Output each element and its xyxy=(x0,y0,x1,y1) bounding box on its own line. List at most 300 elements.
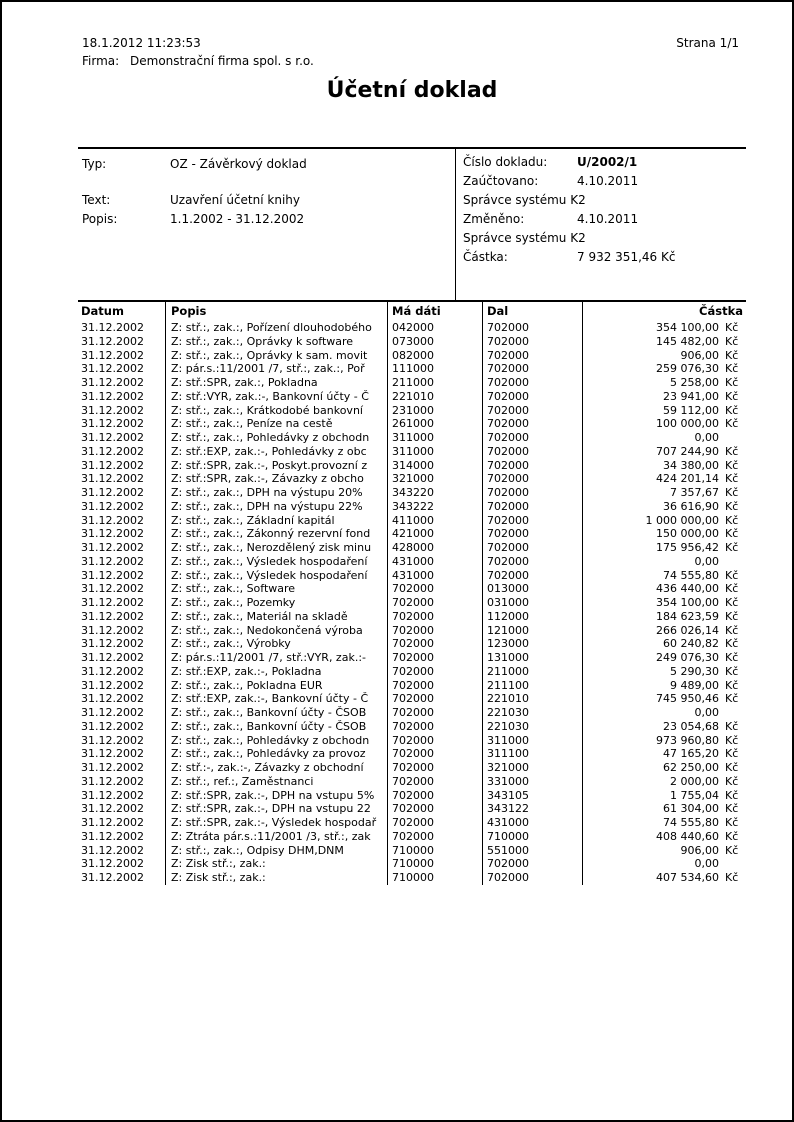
table-row xyxy=(78,857,746,871)
currency-label: Kč xyxy=(725,568,739,582)
cell-dal: 702000 xyxy=(482,417,582,431)
text-value: Uzavření účetní knihy xyxy=(170,193,300,207)
cell-castka xyxy=(582,431,746,445)
cell-popis: Z: stř.:, zak.:, Nerozdělený zisk minu xyxy=(165,541,387,555)
cislo-dokladu-label: Číslo dokladu: xyxy=(463,155,548,169)
table-row xyxy=(78,624,746,638)
table-row xyxy=(78,734,746,748)
cell-dal: 013000 xyxy=(482,582,582,596)
table-row xyxy=(78,404,746,418)
cell-ma-dati: 702000 xyxy=(387,637,482,651)
amount-value: 5 290,30 xyxy=(670,664,719,678)
cell-popis: Z: stř.:, zak.:, Oprávky k sam. movit xyxy=(165,349,387,363)
cell-datum: 31.12.2002 xyxy=(81,527,144,541)
currency-label xyxy=(719,431,746,445)
cell-castka xyxy=(582,706,746,720)
cell-dal: 031000 xyxy=(482,596,582,610)
currency-label: Kč xyxy=(725,472,739,486)
header-datum: Datum xyxy=(81,304,124,318)
cell-ma-dati: 042000 xyxy=(387,321,482,335)
amount-value: 61 304,00 xyxy=(663,802,719,816)
cell-datum: 31.12.2002 xyxy=(81,403,144,417)
cell-dal: 702000 xyxy=(482,527,582,541)
cell-popis: Z: stř.:, zak.:, Materiál na skladě xyxy=(165,610,387,624)
table-row xyxy=(78,747,746,761)
cell-dal: 121000 xyxy=(482,624,582,638)
cell-popis: Z: Zisk stř.:, zak.: xyxy=(165,857,387,871)
table-row xyxy=(78,637,746,651)
table-row xyxy=(78,802,746,816)
cell-dal: 131000 xyxy=(482,651,582,665)
table-row xyxy=(78,761,746,775)
cell-datum: 31.12.2002 xyxy=(81,871,144,884)
currency-label: Kč xyxy=(725,623,739,637)
currency-label: Kč xyxy=(725,513,739,527)
cell-datum: 31.12.2002 xyxy=(81,362,144,376)
cell-popis: Z: stř.:, zak.:, Pohledávky z obchodn xyxy=(165,734,387,748)
table-row xyxy=(78,459,746,473)
currency-label: Kč xyxy=(725,417,739,431)
cell-datum: 31.12.2002 xyxy=(81,541,144,554)
amount-value: 175 956,42 xyxy=(656,541,719,554)
cell-popis: Z: stř.:, zak.:, Nedokončená výroba xyxy=(165,624,387,638)
currency-label: Kč xyxy=(725,596,739,609)
cell-castka xyxy=(582,472,746,486)
cell-datum: 31.12.2002 xyxy=(81,554,144,568)
cell-castka xyxy=(582,459,746,473)
cell-ma-dati: 702000 xyxy=(387,789,482,803)
table-row xyxy=(78,679,746,693)
cell-castka xyxy=(582,624,746,638)
currency-label: Kč xyxy=(725,541,739,554)
typ-label: Typ: xyxy=(82,157,107,171)
cell-datum: 31.12.2002 xyxy=(81,802,144,816)
currency-label: Kč xyxy=(725,733,739,747)
amount-value: 424 201,14 xyxy=(656,472,719,486)
cell-dal: 702000 xyxy=(482,541,582,555)
page-number: Strana 1/1 xyxy=(676,36,739,50)
cell-ma-dati: 082000 xyxy=(387,349,482,363)
cell-dal: 311100 xyxy=(482,747,582,761)
currency-label: Kč xyxy=(725,334,739,348)
cell-ma-dati: 314000 xyxy=(387,459,482,473)
cell-dal: 702000 xyxy=(482,500,582,514)
cell-dal: 112000 xyxy=(482,610,582,624)
currency-label: Kč xyxy=(725,664,739,678)
cell-datum: 31.12.2002 xyxy=(81,761,144,774)
cell-popis: Z: pár.s.:11/2001 /7, stř.:, zak.:, Poř xyxy=(165,362,387,376)
cell-dal: 702000 xyxy=(482,569,582,583)
table-row xyxy=(78,651,746,665)
zauctovano-label: Zaúčtovano: xyxy=(463,174,539,188)
cell-popis: Z: stř.:, zak.:, Základní kapitál xyxy=(165,514,387,528)
cell-datum: 31.12.2002 xyxy=(81,321,144,334)
cell-castka xyxy=(582,417,746,431)
cell-datum: 31.12.2002 xyxy=(81,664,144,678)
cell-popis: Z: stř.:, zak.:, Zákonný rezervní fond xyxy=(165,527,387,541)
cell-ma-dati: 702000 xyxy=(387,706,482,720)
amount-value: 2 000,00 xyxy=(670,774,719,788)
amount-value: 906,00 xyxy=(680,843,719,857)
cell-ma-dati: 702000 xyxy=(387,720,482,734)
cell-datum: 31.12.2002 xyxy=(81,417,144,431)
cell-castka xyxy=(582,541,746,555)
table-row xyxy=(78,376,746,390)
cell-popis: Z: Zisk stř.:, zak.: xyxy=(165,871,387,885)
cell-dal: 211100 xyxy=(482,679,582,693)
cell-dal: 702000 xyxy=(482,514,582,528)
currency-label: Kč xyxy=(725,362,739,376)
cell-datum: 31.12.2002 xyxy=(81,706,144,719)
amount-value: 0,00 xyxy=(694,554,719,568)
cell-castka xyxy=(582,555,746,569)
cell-popis: Z: stř.:SPR, zak.:-, DPH na vstupu 22 xyxy=(165,802,387,816)
amount-value: 249 076,30 xyxy=(656,651,719,664)
cell-popis: Z: stř.:, zak.:, Pokladna EUR xyxy=(165,679,387,693)
header-dal: Dal xyxy=(482,302,582,321)
cell-castka xyxy=(582,610,746,624)
amount-value: 707 244,90 xyxy=(656,444,719,458)
cell-castka xyxy=(582,500,746,514)
cell-popis: Z: stř.:, zak.:, Výsledek hospodaření xyxy=(165,555,387,569)
cell-dal: 702000 xyxy=(482,349,582,363)
cell-dal: 702000 xyxy=(482,486,582,500)
zmeneno-label: Změněno: xyxy=(463,212,525,226)
header-castka: Částka xyxy=(582,302,746,321)
cell-popis: Z: stř.:, zak.:, Oprávky k software xyxy=(165,335,387,349)
cell-popis: Z: stř.:, zak.:, Pořízení dlouhodobého xyxy=(165,321,387,335)
cell-dal: 702000 xyxy=(482,335,582,349)
cell-dal: 702000 xyxy=(482,390,582,404)
currency-label xyxy=(719,555,746,569)
currency-label: Kč xyxy=(725,444,739,458)
text-label: Text: xyxy=(82,193,111,207)
currency-label: Kč xyxy=(725,486,739,499)
cell-dal: 702000 xyxy=(482,321,582,335)
popis-line xyxy=(82,212,304,226)
cell-castka xyxy=(582,569,746,583)
amount-value: 23 054,68 xyxy=(663,719,719,733)
cell-ma-dati: 702000 xyxy=(387,775,482,789)
table-row xyxy=(78,472,746,486)
cell-datum: 31.12.2002 xyxy=(81,651,144,664)
currency-label: Kč xyxy=(725,829,739,843)
cell-datum: 31.12.2002 xyxy=(81,733,144,747)
cell-dal: 431000 xyxy=(482,816,582,830)
cell-ma-dati: 261000 xyxy=(387,417,482,431)
cell-castka xyxy=(582,857,746,871)
cell-popis: Z: pár.s.:11/2001 /7, stř.:VYR, zak.:- xyxy=(165,651,387,665)
cell-castka xyxy=(582,445,746,459)
cell-ma-dati: 343220 xyxy=(387,486,482,500)
cell-ma-dati: 702000 xyxy=(387,816,482,830)
cell-ma-dati: 702000 xyxy=(387,734,482,748)
currency-label: Kč xyxy=(725,843,739,857)
amount-value: 1 755,04 xyxy=(670,788,719,802)
currency-label: Kč xyxy=(725,788,739,802)
cell-ma-dati: 702000 xyxy=(387,679,482,693)
ledger-header-row xyxy=(78,302,746,321)
table-row xyxy=(78,527,746,541)
castka-value: 7 932 351,46 Kč xyxy=(577,250,676,264)
cell-datum: 31.12.2002 xyxy=(81,458,144,472)
cell-datum: 31.12.2002 xyxy=(81,857,144,871)
cell-ma-dati: 702000 xyxy=(387,692,482,706)
zmeneno-user: Správce systému K2 xyxy=(463,231,586,245)
cell-ma-dati: 710000 xyxy=(387,871,482,885)
cell-datum: 31.12.2002 xyxy=(81,348,144,362)
popis-value: 1.1.2002 - 31.12.2002 xyxy=(170,212,305,226)
cell-popis: Z: stř.:SPR, zak.:-, DPH na vstupu 5% xyxy=(165,789,387,803)
cell-ma-dati: 411000 xyxy=(387,514,482,528)
cell-datum: 31.12.2002 xyxy=(81,843,144,857)
cell-dal: 221030 xyxy=(482,720,582,734)
amount-value: 407 534,60 xyxy=(656,871,719,884)
amount-value: 259 076,30 xyxy=(656,362,719,376)
zmeneno-value: 4.10.2011 xyxy=(577,212,639,226)
table-row xyxy=(78,514,746,528)
amount-value: 74 555,80 xyxy=(663,816,719,829)
cell-castka xyxy=(582,720,746,734)
table-row xyxy=(78,816,746,830)
cell-popis: Z: stř.:-, zak.:-, Závazky z obchodní xyxy=(165,761,387,775)
cell-castka xyxy=(582,514,746,528)
zauctovano-value: 4.10.2011 xyxy=(577,174,639,188)
cell-dal: 710000 xyxy=(482,830,582,844)
currency-label: Kč xyxy=(725,871,739,884)
cell-castka xyxy=(582,679,746,693)
amount-value: 745 950,46 xyxy=(656,692,719,706)
table-row xyxy=(78,720,746,734)
cell-ma-dati: 702000 xyxy=(387,747,482,761)
cell-ma-dati: 343222 xyxy=(387,500,482,514)
amount-value: 23 941,00 xyxy=(663,389,719,403)
table-row xyxy=(78,417,746,431)
cell-ma-dati: 431000 xyxy=(387,569,482,583)
cell-popis: Z: stř.:SPR, zak.:-, Výsledek hospodař xyxy=(165,816,387,830)
cell-popis: Z: stř.:SPR, zak.:-, Závazky z obcho xyxy=(165,472,387,486)
zauctovano-user: Správce systému K2 xyxy=(463,193,586,207)
amount-value: 5 258,00 xyxy=(670,376,719,389)
cell-popis: Z: stř.:, ref.:, Zaměstnanci xyxy=(165,775,387,789)
currency-label: Kč xyxy=(725,692,739,706)
table-row xyxy=(78,706,746,720)
amount-value: 973 960,80 xyxy=(656,733,719,747)
cell-castka xyxy=(582,390,746,404)
table-row xyxy=(78,541,746,555)
cell-dal: 221010 xyxy=(482,692,582,706)
cell-castka xyxy=(582,404,746,418)
currency-label: Kč xyxy=(725,678,739,692)
table-row xyxy=(78,582,746,596)
cell-popis: Z: stř.:SPR, zak.:-, Poskyt.provozní z xyxy=(165,459,387,473)
cell-castka xyxy=(582,376,746,390)
cell-dal: 211000 xyxy=(482,665,582,679)
currency-label: Kč xyxy=(725,389,739,403)
amount-value: 0,00 xyxy=(694,431,719,444)
table-row xyxy=(78,569,746,583)
currency-label xyxy=(719,857,746,871)
header-popis: Popis xyxy=(165,302,387,321)
cell-ma-dati: 702000 xyxy=(387,596,482,610)
cell-dal: 702000 xyxy=(482,431,582,445)
cell-datum: 31.12.2002 xyxy=(81,389,144,403)
ledger-rows xyxy=(78,321,746,885)
cell-popis: Z: stř.:, zak.:, Pohledávky z obchodn xyxy=(165,431,387,445)
cell-dal: 221030 xyxy=(482,706,582,720)
typ-value: OZ - Závěrkový doklad xyxy=(170,157,307,171)
cell-dal: 702000 xyxy=(482,376,582,390)
cell-castka xyxy=(582,816,746,830)
amount-value: 7 357,67 xyxy=(670,486,719,499)
cell-dal: 702000 xyxy=(482,404,582,418)
currency-label: Kč xyxy=(725,637,739,651)
cell-ma-dati: 311000 xyxy=(387,445,482,459)
cell-ma-dati: 702000 xyxy=(387,830,482,844)
cell-datum: 31.12.2002 xyxy=(81,719,144,733)
cell-castka xyxy=(582,349,746,363)
cell-castka xyxy=(582,527,746,541)
cell-dal: 702000 xyxy=(482,445,582,459)
cell-castka xyxy=(582,665,746,679)
currency-label: Kč xyxy=(725,403,739,417)
cell-ma-dati: 421000 xyxy=(387,527,482,541)
cislo-dokladu-line xyxy=(463,155,637,169)
cell-datum: 31.12.2002 xyxy=(81,513,144,527)
cell-castka xyxy=(582,775,746,789)
cell-ma-dati: 431000 xyxy=(387,555,482,569)
amount-value: 436 440,00 xyxy=(656,582,719,596)
cell-dal: 702000 xyxy=(482,857,582,871)
cell-datum: 31.12.2002 xyxy=(81,568,144,582)
currency-label: Kč xyxy=(725,499,739,513)
cell-ma-dati: 702000 xyxy=(387,802,482,816)
cell-popis: Z: stř.:, zak.:, Pozemky xyxy=(165,596,387,610)
text-line xyxy=(82,193,300,207)
cell-popis: Z: stř.:, zak.:, Bankovní účty - ČSOB xyxy=(165,720,387,734)
cell-castka xyxy=(582,651,746,665)
cell-castka xyxy=(582,486,746,500)
table-row xyxy=(78,830,746,844)
info-right-pane xyxy=(455,149,676,300)
cell-datum: 31.12.2002 xyxy=(81,788,144,802)
currency-label: Kč xyxy=(725,609,739,623)
cell-dal: 321000 xyxy=(482,761,582,775)
cell-popis: Z: stř.:EXP, zak.:-, Pohledávky z obc xyxy=(165,445,387,459)
cell-ma-dati: 702000 xyxy=(387,761,482,775)
amount-value: 0,00 xyxy=(694,857,719,871)
currency-label: Kč xyxy=(725,321,739,334)
table-row xyxy=(78,500,746,514)
amount-value: 184 623,59 xyxy=(656,609,719,623)
amount-value: 47 165,20 xyxy=(663,747,719,761)
castka-label: Částka: xyxy=(463,250,508,264)
cell-datum: 31.12.2002 xyxy=(81,582,144,596)
cell-ma-dati: 311000 xyxy=(387,431,482,445)
table-row xyxy=(78,596,746,610)
amount-value: 36 616,90 xyxy=(663,499,719,513)
header-ma-dati: Má dáti xyxy=(387,302,482,321)
cell-popis: Z: stř.:SPR, zak.:, Pokladna xyxy=(165,376,387,390)
cell-datum: 31.12.2002 xyxy=(81,609,144,623)
currency-label: Kč xyxy=(725,458,739,472)
cell-dal: 331000 xyxy=(482,775,582,789)
currency-label: Kč xyxy=(725,719,739,733)
amount-value: 408 440,60 xyxy=(656,829,719,843)
amount-value: 1 000 000,00 xyxy=(645,513,719,527)
cell-dal: 343105 xyxy=(482,789,582,803)
cell-datum: 31.12.2002 xyxy=(81,486,144,499)
cell-castka xyxy=(582,335,746,349)
cell-datum: 31.12.2002 xyxy=(81,472,144,486)
cell-popis: Z: stř.:EXP, zak.:-, Bankovní účty - Č xyxy=(165,692,387,706)
cell-datum: 31.12.2002 xyxy=(81,334,144,348)
table-row xyxy=(78,335,746,349)
cell-dal: 123000 xyxy=(482,637,582,651)
table-row xyxy=(78,665,746,679)
table-row xyxy=(78,610,746,624)
cell-ma-dati: 702000 xyxy=(387,665,482,679)
firm-label: Firma: xyxy=(82,54,120,68)
currency-label: Kč xyxy=(725,774,739,788)
currency-label: Kč xyxy=(725,582,739,596)
cell-castka xyxy=(582,596,746,610)
cell-castka xyxy=(582,789,746,803)
currency-label: Kč xyxy=(725,348,739,362)
cell-dal: 702000 xyxy=(482,871,582,885)
cell-popis: Z: stř.:EXP, zak.:-, Pokladna xyxy=(165,665,387,679)
table-row xyxy=(78,486,746,500)
cell-popis: Z: stř.:, zak.:, Bankovní účty - ČSOB xyxy=(165,706,387,720)
cell-ma-dati: 702000 xyxy=(387,651,482,665)
document-title: Účetní doklad xyxy=(326,78,498,103)
cell-ma-dati: 702000 xyxy=(387,624,482,638)
cell-ma-dati: 211000 xyxy=(387,376,482,390)
castka-line xyxy=(463,250,675,264)
table-row xyxy=(78,445,746,459)
cell-dal: 702000 xyxy=(482,459,582,473)
zauctovano-line xyxy=(463,174,638,188)
currency-label: Kč xyxy=(725,527,739,541)
cell-datum: 31.12.2002 xyxy=(81,774,144,788)
table-row xyxy=(78,321,746,335)
amount-value: 150 000,00 xyxy=(656,527,719,541)
cell-datum: 31.12.2002 xyxy=(81,829,144,843)
amount-value: 9 489,00 xyxy=(670,678,719,692)
amount-value: 74 555,80 xyxy=(663,568,719,582)
cell-datum: 31.12.2002 xyxy=(81,747,144,761)
ledger-table xyxy=(78,300,746,885)
cell-dal: 311000 xyxy=(482,734,582,748)
cell-dal: 343122 xyxy=(482,802,582,816)
cell-datum: 31.12.2002 xyxy=(81,637,144,651)
cell-ma-dati: 702000 xyxy=(387,582,482,596)
amount-value: 0,00 xyxy=(694,706,719,719)
cell-castka xyxy=(582,871,746,885)
cell-ma-dati: 428000 xyxy=(387,541,482,555)
cell-ma-dati: 321000 xyxy=(387,472,482,486)
table-row xyxy=(78,349,746,363)
cell-ma-dati: 231000 xyxy=(387,404,482,418)
cell-popis: Z: stř.:VYR, zak.:-, Bankovní účty - Č xyxy=(165,390,387,404)
currency-label: Kč xyxy=(725,376,739,389)
cell-castka xyxy=(582,582,746,596)
popis-label: Popis: xyxy=(82,212,118,226)
amount-value: 60 240,82 xyxy=(663,637,719,651)
typ-line xyxy=(82,157,307,171)
amount-value: 145 482,00 xyxy=(656,334,719,348)
cell-ma-dati: 710000 xyxy=(387,844,482,858)
